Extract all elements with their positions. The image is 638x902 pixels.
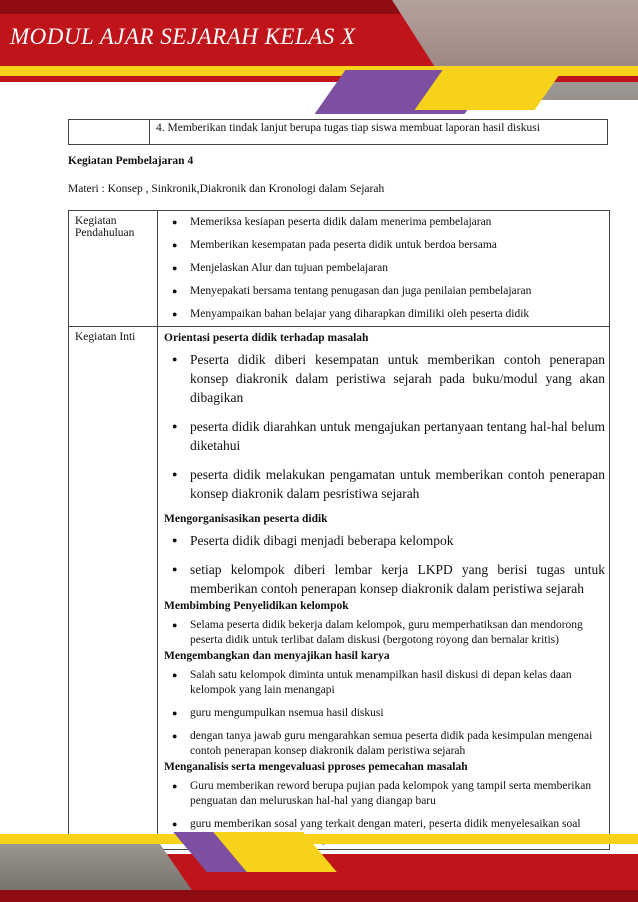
section-heading: Mengorganisasikan peserta didik bbox=[164, 513, 328, 525]
table-row-inti bbox=[69, 327, 610, 850]
list-item: ● Memeriksa kesiapan peserta didik dalam menerima pembelajaran bbox=[164, 215, 605, 230]
page-header bbox=[0, 0, 638, 118]
list-item: ● Peserta didik diberi kesempatan untuk memberikan contoh penerapan konsep diakronik dalam peristiwa sejarah pada buku/modul yang akan dibagikan bbox=[164, 350, 605, 407]
list-item: ● peserta didik diarahkan untuk mengajukan pertanyaan tentang hal-hal belum diketahui bbox=[164, 417, 605, 455]
list-item: ● Guru memberikan reword berupa pujian pada kelompok yang tampil serta memberikan penguatan dan meluruskan hal-hal yang diangap baru bbox=[164, 779, 605, 809]
list-item: ● Memberikan kesempatan pada peserta didik untuk berdoa bersama bbox=[164, 238, 605, 253]
followup-cell: 4. Memberikan tindak lanjut berupa tugas tiap siswa membuat laporan hasil diskusi bbox=[150, 120, 608, 145]
section-heading: Membimbing Penyelidikan kelompok bbox=[164, 600, 349, 612]
list-item: ● dengan tanya jawab guru mengarahkan semua peserta didik pada kesimpulan mengenai contoh penerapan konsep diakronik dalam peristiwa sejarah bbox=[164, 729, 605, 759]
pendahuluan-content bbox=[158, 211, 610, 327]
list-item: ● peserta didik melakukan pengamatan untuk memberikan contoh penerapan konsep diakronik dalam pesristiwa sejarah bbox=[164, 465, 605, 503]
list-item: ● guru mengumpulkan nsemua hasil diskusi bbox=[164, 706, 605, 721]
bimbing-list bbox=[164, 618, 605, 648]
activity-table bbox=[68, 210, 610, 850]
footer-dark-band bbox=[0, 890, 638, 902]
list-item: ● Peserta didik dibagi menjadi beberapa kelompok bbox=[164, 531, 605, 550]
list-item: ● Salah satu kelompok diminta untuk menampilkan hasil diskusi di depan kelas daan kelompok yang lain menangapi bbox=[164, 668, 605, 698]
list-item: ● Menyampaikan bahan belajar yang diharapkan dimiliki oleh peserta didik bbox=[164, 307, 605, 322]
list-item: ● Menjelaskan Alur dan tujuan pembelajaran bbox=[164, 261, 605, 276]
pendahuluan-list bbox=[164, 215, 605, 322]
section-heading: Orientasi peserta didik terhadap masalah bbox=[164, 332, 369, 344]
previous-activity-table bbox=[68, 119, 608, 145]
table-row bbox=[69, 120, 608, 145]
module-title: MODUL AJAR SEJARAH KELAS X bbox=[10, 24, 356, 49]
list-item: ● guru memberikan sosal yang terkait dengan materi, peserta didik menyelesaikan soal bbox=[164, 817, 605, 847]
section-heading: Menganalisis serta mengevaluasi pproses pemecahan masalah bbox=[164, 761, 468, 773]
empty-cell bbox=[69, 120, 150, 145]
inti-content bbox=[158, 327, 610, 850]
list-item: ● Menyepakati bersama tentang penugasan dan juga penilaian pembelajaran bbox=[164, 284, 605, 299]
footer-yellow-stripe bbox=[0, 834, 638, 844]
list-item: ● Selama peserta didik bekerja dalam kelompok, guru memperhatiksan dan mendorong peserta didik untuk terlibat dalam diskusi (bergotong royong dan bernalar kritis) bbox=[164, 618, 605, 648]
organisasi-list bbox=[164, 531, 605, 598]
activity-heading: Kegiatan Pembelajaran 4 bbox=[68, 155, 194, 167]
materi-line: Materi : Konsep , Sinkronik,Diakronik dan Kronologi dalam Sejarah bbox=[68, 183, 385, 195]
page-footer bbox=[0, 818, 638, 902]
pendahuluan-label: Kegiatan Pendahuluan bbox=[69, 211, 158, 327]
table-row-pendahuluan bbox=[69, 211, 610, 327]
inti-label: Kegiatan Inti bbox=[69, 327, 158, 850]
karya-list bbox=[164, 668, 605, 759]
section-heading: Mengembangkan dan menyajikan hasil karya bbox=[164, 650, 390, 662]
list-item: ● setiap kelompok diberi lembar kerja LKPD yang berisi tugas untuk memberikan contoh penerapan konsep diakronik dalam peristiwa sejarah bbox=[164, 560, 605, 598]
orientasi-list bbox=[164, 350, 605, 503]
